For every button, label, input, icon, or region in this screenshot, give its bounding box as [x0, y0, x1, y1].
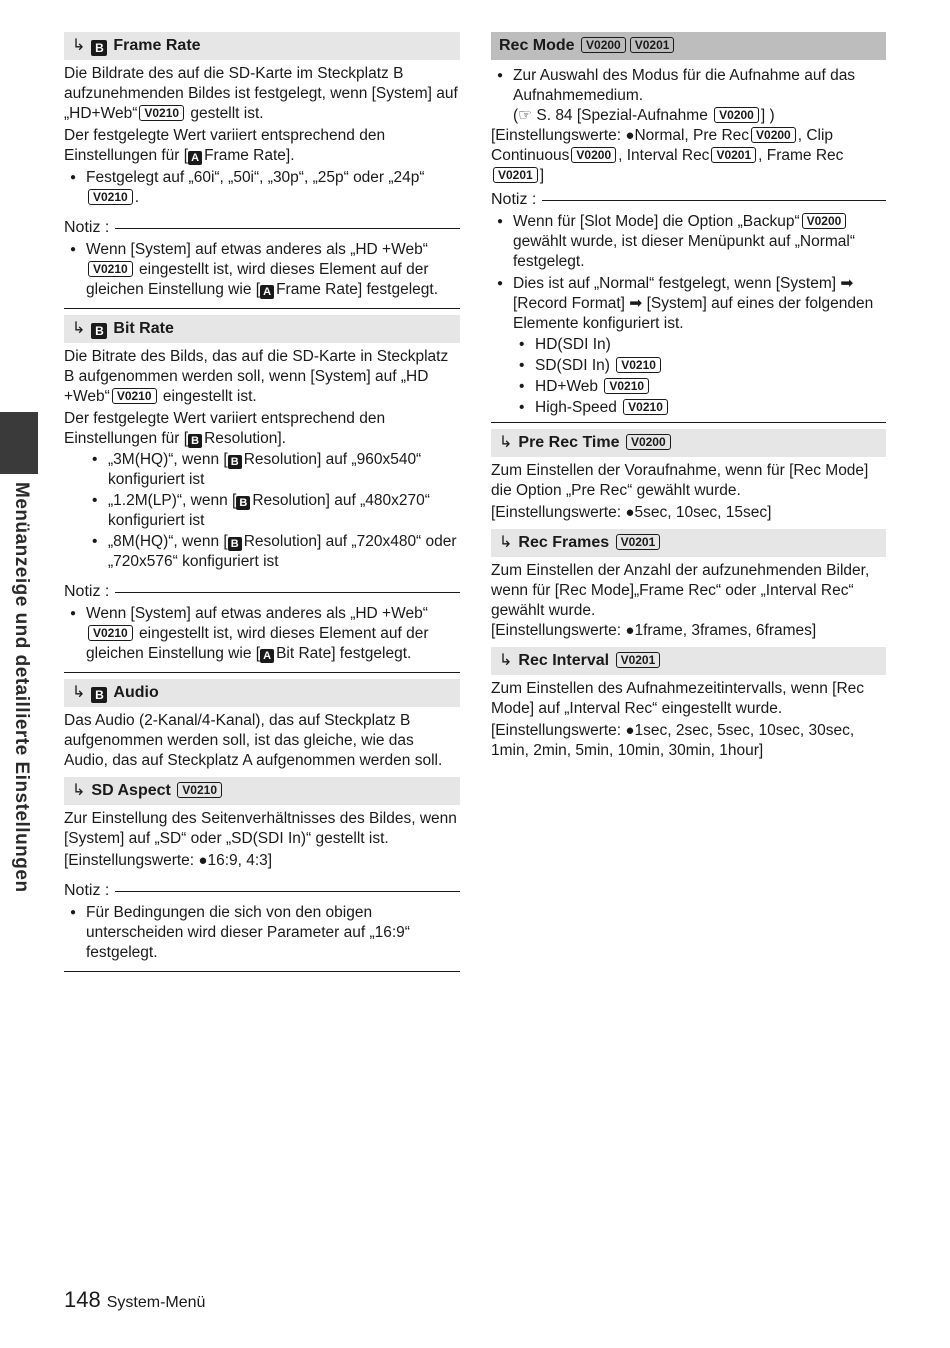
sub-arrow-icon: ↳: [499, 652, 513, 669]
text: HD+Web: [535, 378, 599, 395]
text: Wenn [System] auf etwas anderes als „HD +Web“: [86, 605, 428, 622]
text: Resolution] auf „480x270“ konfiguriert ist: [108, 492, 430, 529]
text: SD(SDI In): [535, 357, 610, 374]
text: Normal, Pre Rec: [634, 127, 750, 144]
text: Die Bitrate des Bilds, das auf die SD-Karte in Steckplatz B aufgenommen werden soll, wenn [System] auf „HD +Web“: [64, 348, 449, 405]
sub-list-item: [64, 491, 460, 531]
text: Wenn [System] auf etwas anderes als „HD +Web“: [86, 241, 428, 258]
section-pre-rec-time: [491, 429, 886, 523]
sub-list-item: [64, 532, 460, 572]
note-item: [64, 604, 460, 664]
section-header-pre-rec-time: [491, 429, 886, 457]
text: 1sec, 2sec, 5sec, 10sec, 30sec, 1min, 2min, 5min, 10min, 30min, 1hour]: [491, 722, 855, 759]
section-title: Bit Rate: [113, 320, 174, 337]
section-title: Audio: [113, 684, 159, 701]
sub-list-item: [491, 398, 886, 418]
divider: [542, 200, 886, 201]
sub-list-item: • HD(SDI In): [491, 335, 886, 355]
paragraph: [64, 64, 460, 124]
divider: [115, 891, 460, 892]
divider: [115, 228, 460, 229]
text: 16:9, 4:3]: [207, 852, 273, 869]
divider: [115, 592, 460, 593]
default-marker-icon: ●: [198, 852, 208, 869]
note-heading: [491, 190, 886, 210]
section-header-rec-mode: [491, 32, 886, 60]
setting-values: [491, 721, 886, 761]
text: (☞ S. 84 [Spezial-Aufnahme: [513, 107, 713, 124]
version-badge: V0210: [616, 357, 661, 373]
version-badge: V0210: [88, 261, 133, 277]
text: [Einstellungswerte:: [491, 504, 626, 521]
sub-list-item: [491, 377, 886, 397]
version-badge: V0210: [177, 782, 222, 798]
text: Festgelegt auf „60i“, „50i“, „30p“, „25p“ oder „24p“: [86, 169, 425, 186]
note-item: ● Für Bedingungen die sich von den obigen unterscheiden wird dieser Parameter auf „16:9“ festgelegt.: [64, 903, 460, 963]
slot-b-icon: B: [91, 40, 107, 56]
section-header-bit-rate: [64, 315, 460, 343]
note-heading: [64, 218, 460, 238]
slot-b-icon: B: [228, 537, 242, 551]
text: ]: [539, 167, 545, 184]
text: eingestellt ist, wird dieses Element auf der gleichen Einstellung wie [: [86, 625, 429, 662]
text: Resolution].: [204, 430, 286, 447]
version-badge: V0200: [751, 127, 796, 143]
text: 5sec, 10sec, 15sec]: [634, 504, 772, 521]
section-header-audio: [64, 679, 460, 707]
text: [Einstellungswerte:: [491, 622, 626, 639]
text: Frame Rate].: [204, 147, 295, 164]
text: gewählt wurde, ist dieser Menüpunkt auf „Normal“ festgelegt.: [513, 233, 856, 270]
sub-list-item: [64, 450, 460, 490]
setting-values: [491, 621, 886, 641]
text: ] ): [760, 107, 775, 124]
default-marker-icon: ●: [625, 722, 635, 739]
version-badge: V0210: [604, 378, 649, 394]
text: „3M(HQ)“, wenn [: [108, 451, 228, 468]
sub-list-item: [491, 356, 886, 376]
section-header-sd-aspect: [64, 777, 460, 805]
version-badge: V0201: [711, 147, 756, 163]
sub-arrow-icon: ↳: [72, 37, 86, 54]
text: Bit Rate] festgelegt.: [276, 645, 412, 662]
text: Frame Rate] festgelegt.: [276, 281, 439, 298]
left-column: [64, 32, 460, 972]
paragraph: Das Audio (2-Kanal/4-Kanal), das auf Steckplatz B aufgenommen werden soll, ist das gleiche, wie das Audio, das auf Steckplatz A aufgenommen werden soll.: [64, 712, 443, 769]
right-column: [491, 32, 886, 761]
sub-arrow-icon: ↳: [72, 320, 86, 337]
divider: [64, 308, 460, 309]
note-item: ● Dies ist auf „Normal“ festgelegt, wenn [System] ➡ [Record Format] ➡ [System] auf eines der folgenden Elemente konfiguriert ist.: [491, 274, 886, 334]
note-item: [491, 212, 886, 272]
setting-values: [491, 126, 886, 186]
section-rec-frames: [491, 529, 886, 641]
sub-arrow-icon: ↳: [499, 434, 513, 451]
text: , Clip Continuous: [491, 127, 834, 164]
page-number: 148: [64, 1287, 101, 1312]
text: .: [134, 189, 140, 206]
divider: [64, 971, 460, 972]
default-marker-icon: ●: [625, 127, 635, 144]
sub-arrow-icon: ↳: [72, 782, 86, 799]
section-title: Pre Rec Time: [518, 434, 620, 451]
text: [Einstellungswerte:: [491, 722, 626, 739]
text: Resolution] auf „720x480“ oder „720x576“ konfiguriert ist: [108, 533, 457, 570]
version-badge: V0210: [88, 625, 133, 641]
slot-b-icon: B: [91, 687, 107, 703]
text: „1.2M(LP)“, wenn [: [108, 492, 237, 509]
section-rec-mode: [491, 32, 886, 423]
slot-b-icon: B: [236, 496, 250, 510]
version-badge: V0201: [630, 37, 675, 53]
slot-b-icon: B: [228, 455, 242, 469]
slot-a-icon: A: [188, 151, 202, 165]
section-sd-aspect: [64, 777, 460, 972]
version-badge: V0210: [623, 399, 668, 415]
section-rec-interval: [491, 647, 886, 761]
text: „8M(HQ)“, wenn [: [108, 533, 228, 550]
text: Resolution] auf „960x540“ konfiguriert ist: [108, 451, 422, 488]
version-badge: V0200: [714, 107, 759, 123]
note-label: Notiz :: [64, 882, 110, 899]
note-heading: [64, 881, 460, 901]
version-badge: V0201: [493, 167, 538, 183]
text: , Interval Rec: [618, 147, 710, 164]
paragraph: Zum Einstellen des Aufnahmezeitintervalls, wenn [Rec Mode] auf „Interval Rec“ eingestellt wurde.: [491, 680, 865, 717]
section-header-rec-frames: [491, 529, 886, 557]
text: eingestellt ist, wird dieses Element auf der gleichen Einstellung wie [: [86, 261, 429, 298]
text: [Einstellungswerte:: [64, 852, 199, 869]
paragraph: [64, 126, 460, 166]
footer-section-label: System-Menü: [106, 1294, 206, 1311]
version-badge: V0210: [112, 388, 157, 404]
version-badge: V0200: [571, 147, 616, 163]
slot-b-icon: B: [91, 323, 107, 339]
text: Die Bildrate des auf die SD-Karte im Steckplatz B aufzunehmenden Bildes ist festgelegt, wenn [System] auf „HD+Web“: [64, 65, 458, 122]
note-heading: [64, 582, 460, 602]
slot-a-icon: A: [260, 649, 274, 663]
section-audio: [64, 679, 460, 771]
version-badge: V0200: [802, 213, 847, 229]
section-title: Rec Mode: [499, 37, 575, 54]
page-footer: [64, 1287, 206, 1313]
default-marker-icon: ●: [625, 504, 635, 521]
divider: [491, 422, 886, 423]
section-title: Rec Interval: [518, 652, 610, 669]
version-badge: V0200: [626, 434, 671, 450]
text: , Frame Rec: [758, 147, 844, 164]
section-title: SD Aspect: [91, 782, 171, 799]
section-header-rec-interval: [491, 647, 886, 675]
section-title: Frame Rate: [113, 37, 201, 54]
section-frame-rate: [64, 32, 460, 309]
version-badge: V0201: [616, 534, 661, 550]
paragraph: [64, 409, 460, 449]
side-tab-label: Menüanzeige und detaillierte Einstellungen: [11, 482, 32, 893]
section-title: Rec Frames: [518, 534, 610, 551]
section-bit-rate: [64, 315, 460, 673]
paragraph: Zum Einstellen der Voraufnahme, wenn für [Rec Mode] die Option „Pre Rec“ gewählt wurde.: [491, 462, 869, 499]
reference: [513, 106, 886, 126]
section-header-frame-rate: [64, 32, 460, 60]
text: 1frame, 3frames, 6frames]: [634, 622, 817, 639]
sub-arrow-icon: ↳: [499, 534, 513, 551]
slot-a-icon: A: [260, 285, 274, 299]
side-tab-marker: [0, 412, 38, 474]
setting-values: [491, 503, 886, 523]
text: Wenn für [Slot Mode] die Option „Backup“: [513, 213, 800, 230]
paragraph: [64, 347, 460, 407]
text: [Einstellungswerte:: [491, 127, 626, 144]
version-badge: V0201: [616, 652, 661, 668]
text: Der festgelegte Wert variiert entsprechend den Einstellungen für [: [64, 410, 386, 447]
version-badge: V0210: [88, 189, 133, 205]
text: High-Speed: [535, 399, 617, 416]
note-label: Notiz :: [491, 191, 537, 208]
note-item: [64, 240, 460, 300]
note-label: Notiz :: [64, 219, 110, 236]
note-label: Notiz :: [64, 583, 110, 600]
text: gestellt ist.: [186, 105, 264, 122]
version-badge: V0210: [139, 105, 184, 121]
slot-b-icon: B: [188, 434, 202, 448]
text: Der festgelegte Wert variiert entsprechend den Einstellungen für [: [64, 127, 386, 164]
default-marker-icon: ●: [625, 622, 635, 639]
list-item: [64, 168, 460, 208]
divider: [64, 672, 460, 673]
sub-arrow-icon: ↳: [72, 684, 86, 701]
paragraph: Zum Einstellen der Anzahl der aufzunehmenden Bilder, wenn für [Rec Mode]„Frame Rec“ oder „Interval Rec“ gewählt wurde.: [491, 562, 870, 619]
text: eingestellt ist.: [158, 388, 257, 405]
paragraph: [64, 851, 460, 871]
paragraph: Zur Einstellung des Seitenverhältnisses des Bildes, wenn [System] auf „SD“ oder „SD(SDI In)“ gestellt ist.: [64, 810, 457, 847]
list-item: ● Zur Auswahl des Modus für die Aufnahme auf das Aufnahmemedium.: [491, 66, 886, 106]
version-badge: V0200: [581, 37, 626, 53]
